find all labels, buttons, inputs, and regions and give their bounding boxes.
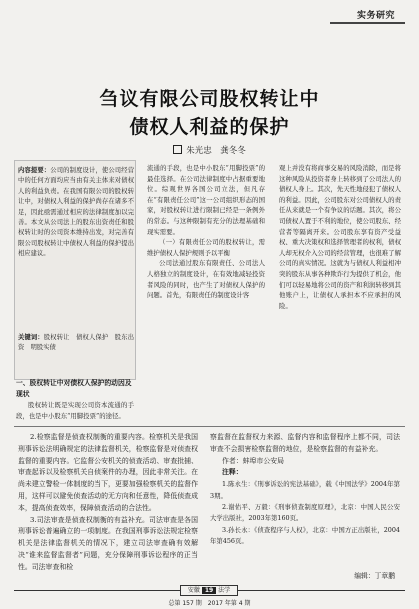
bottom-right-paragraph-1: 察监督在监督权力来源、监督内容和监督程序上都不同，司法审查不会损害检察监督的地位，是检察监督的有益补充。: [210, 433, 400, 453]
section1-text-col: [16, 400, 134, 421]
author-affiliation: 作者：蚌埠市公安局: [222, 456, 285, 465]
section1-heading: 一、股权转让中对债权人保护的动因及现状: [16, 379, 132, 398]
bottom-left-paragraph-2: 3.司法审查是侦查权制衡的有益补充。司法审查是各国刑事诉讼普遍确立的一项制度。在我国刑事诉讼法规定检察机关是法律监督机关的情况下，建立司法审查确有效解决“谁来监督监督者”问题，充分保障刑事诉讼程序的正当性。司法审查和检: [18, 515, 198, 571]
abstract-keywords-text: 股权转让 债权人保护 股东出资 明股实债: [18, 334, 134, 352]
abstract-summary-label: 内容提要：: [18, 167, 51, 174]
right-paragraph-1: 观上并没有将商事交易的风险消除，而是将这种风险从投资者身上转移到了公司法人的债权人身上。其次，先天性地侵犯了债权人的利益。因此，公司股东对公司债权人的责任从来就是一个有争议的话题。其次，将公司债权人置于不利的地位，使公司股东、经营者等隔离开来。公司股东享有资产受益权、重大决策权和选择管理者的权利，债权人却无权介入公司的经营管理，也很难了解公司的真实情况。这就为与债权人利益相冲突的股东从事各种欺诈行为提供了机会，他们可以轻易地将公司的资产和利润转移到其他账户上，让债权人承担本不应承担的风险。: [279, 164, 401, 310]
notes-label: 注释：: [222, 468, 243, 477]
abstract-summary-text: 公司的制度设计，使公司经营中的任何方面均应当由有关主体来对债权人的利益负责。在我国有限公司的股权转让中，对债权人利益的保护尚存在诸多不足，因此亟需通过相应的法律制度加以完善。本文从公司法上的股东出资责任和股权转让时的公司资本维持出发，对完善有限公司股权转让中债权人利益的保护提出相应建议。: [18, 167, 134, 258]
footer-line-left: [14, 590, 180, 591]
middle-paragraph-2: 公司法通过股东有限责任、公司法人人格独立的制度设计，在有效地减轻投资者风险的同时，也产生了对债权人保护的问题。首先，有限责任的制度设计客: [147, 259, 265, 300]
article-title-line2: 债权人利益的保护: [129, 116, 290, 138]
middle-paragraph-1: 流通的手段，也是中小股东“用脚投票”的最佳选择。在公司法律制度中占据重要地位。综观世界各国公司立法，但凡存在“有限责任公司”这一公司组织形态的国家，对股权转让进行限制已经是一条例外的常态。与这种限制有充分的法理基础和现实需要。: [147, 164, 265, 236]
article-title-line1: 刍议有限公司股权转让中: [99, 88, 320, 110]
article-authors: [0, 144, 419, 156]
right-column: [279, 163, 401, 311]
middle-subheading: （一）有限责任公司的股权转让，需维护债权人保护规则予以平衡: [147, 238, 265, 257]
article-divider: [14, 426, 405, 427]
middle-column: [147, 163, 265, 301]
footer-pill-left: 安徽: [187, 587, 200, 594]
footer-pill-right: 法学: [218, 587, 231, 594]
bottom-left-paragraph-1: 2.检察监督是侦查权制衡的重要内容。检察机关是我国刑事诉讼法明确规定的法律监督机关，检察监督是对侦查权监督的重要内容。它监督公安机关的侦查活动、审查批捕、审查起诉以及检察机关自侦案件的办理，因此非常关注。在尚未建立警检一体制度的当下，更要加强检察机关的监督作用，这样可以避免侦查活动的无方向和任意性，降低侦查成本，提高侦查效率，保障侦查活动的合法性。: [18, 433, 198, 512]
bottom-left-column: [18, 432, 198, 574]
author-box-icon: [173, 145, 182, 154]
footer-page-pill: [180, 585, 238, 596]
abstract-keywords-label: 关键词：: [18, 334, 44, 341]
editor-credit: 编辑：丁章鹏: [354, 572, 395, 580]
abstract-summary: [18, 166, 134, 260]
footer-line-right: [238, 590, 405, 591]
page-number: 19: [202, 587, 216, 594]
section1-text: 股权转让既是实现公司资本流通的手段，也是中小股东“用脚投票”的途径。: [16, 401, 134, 420]
notes-list: [210, 479, 400, 547]
author-names: 朱光忠 龚冬冬: [186, 146, 246, 156]
section-tag-underline: [330, 22, 405, 24]
footer-issue: 总第 157 期 2017 年第 4 期: [168, 600, 251, 607]
note-item: 2.谢佑平、万毅：《刑事侦查制度原理》，北京：中国人民公安大学出版社，2003年第160页。: [210, 503, 400, 523]
bottom-right-column: [210, 432, 400, 548]
note-item: 1.陈永生：《刑事诉讼的宪法基础》，载《中国法学》2004年第3期。: [210, 480, 400, 500]
abstract-keywords: [18, 333, 134, 354]
note-item: 3.孙长永：《侦查程序与人权》，北京：中国方正出版社，2004年第456页。: [210, 525, 400, 546]
section-tag: 实务研究: [356, 11, 395, 21]
